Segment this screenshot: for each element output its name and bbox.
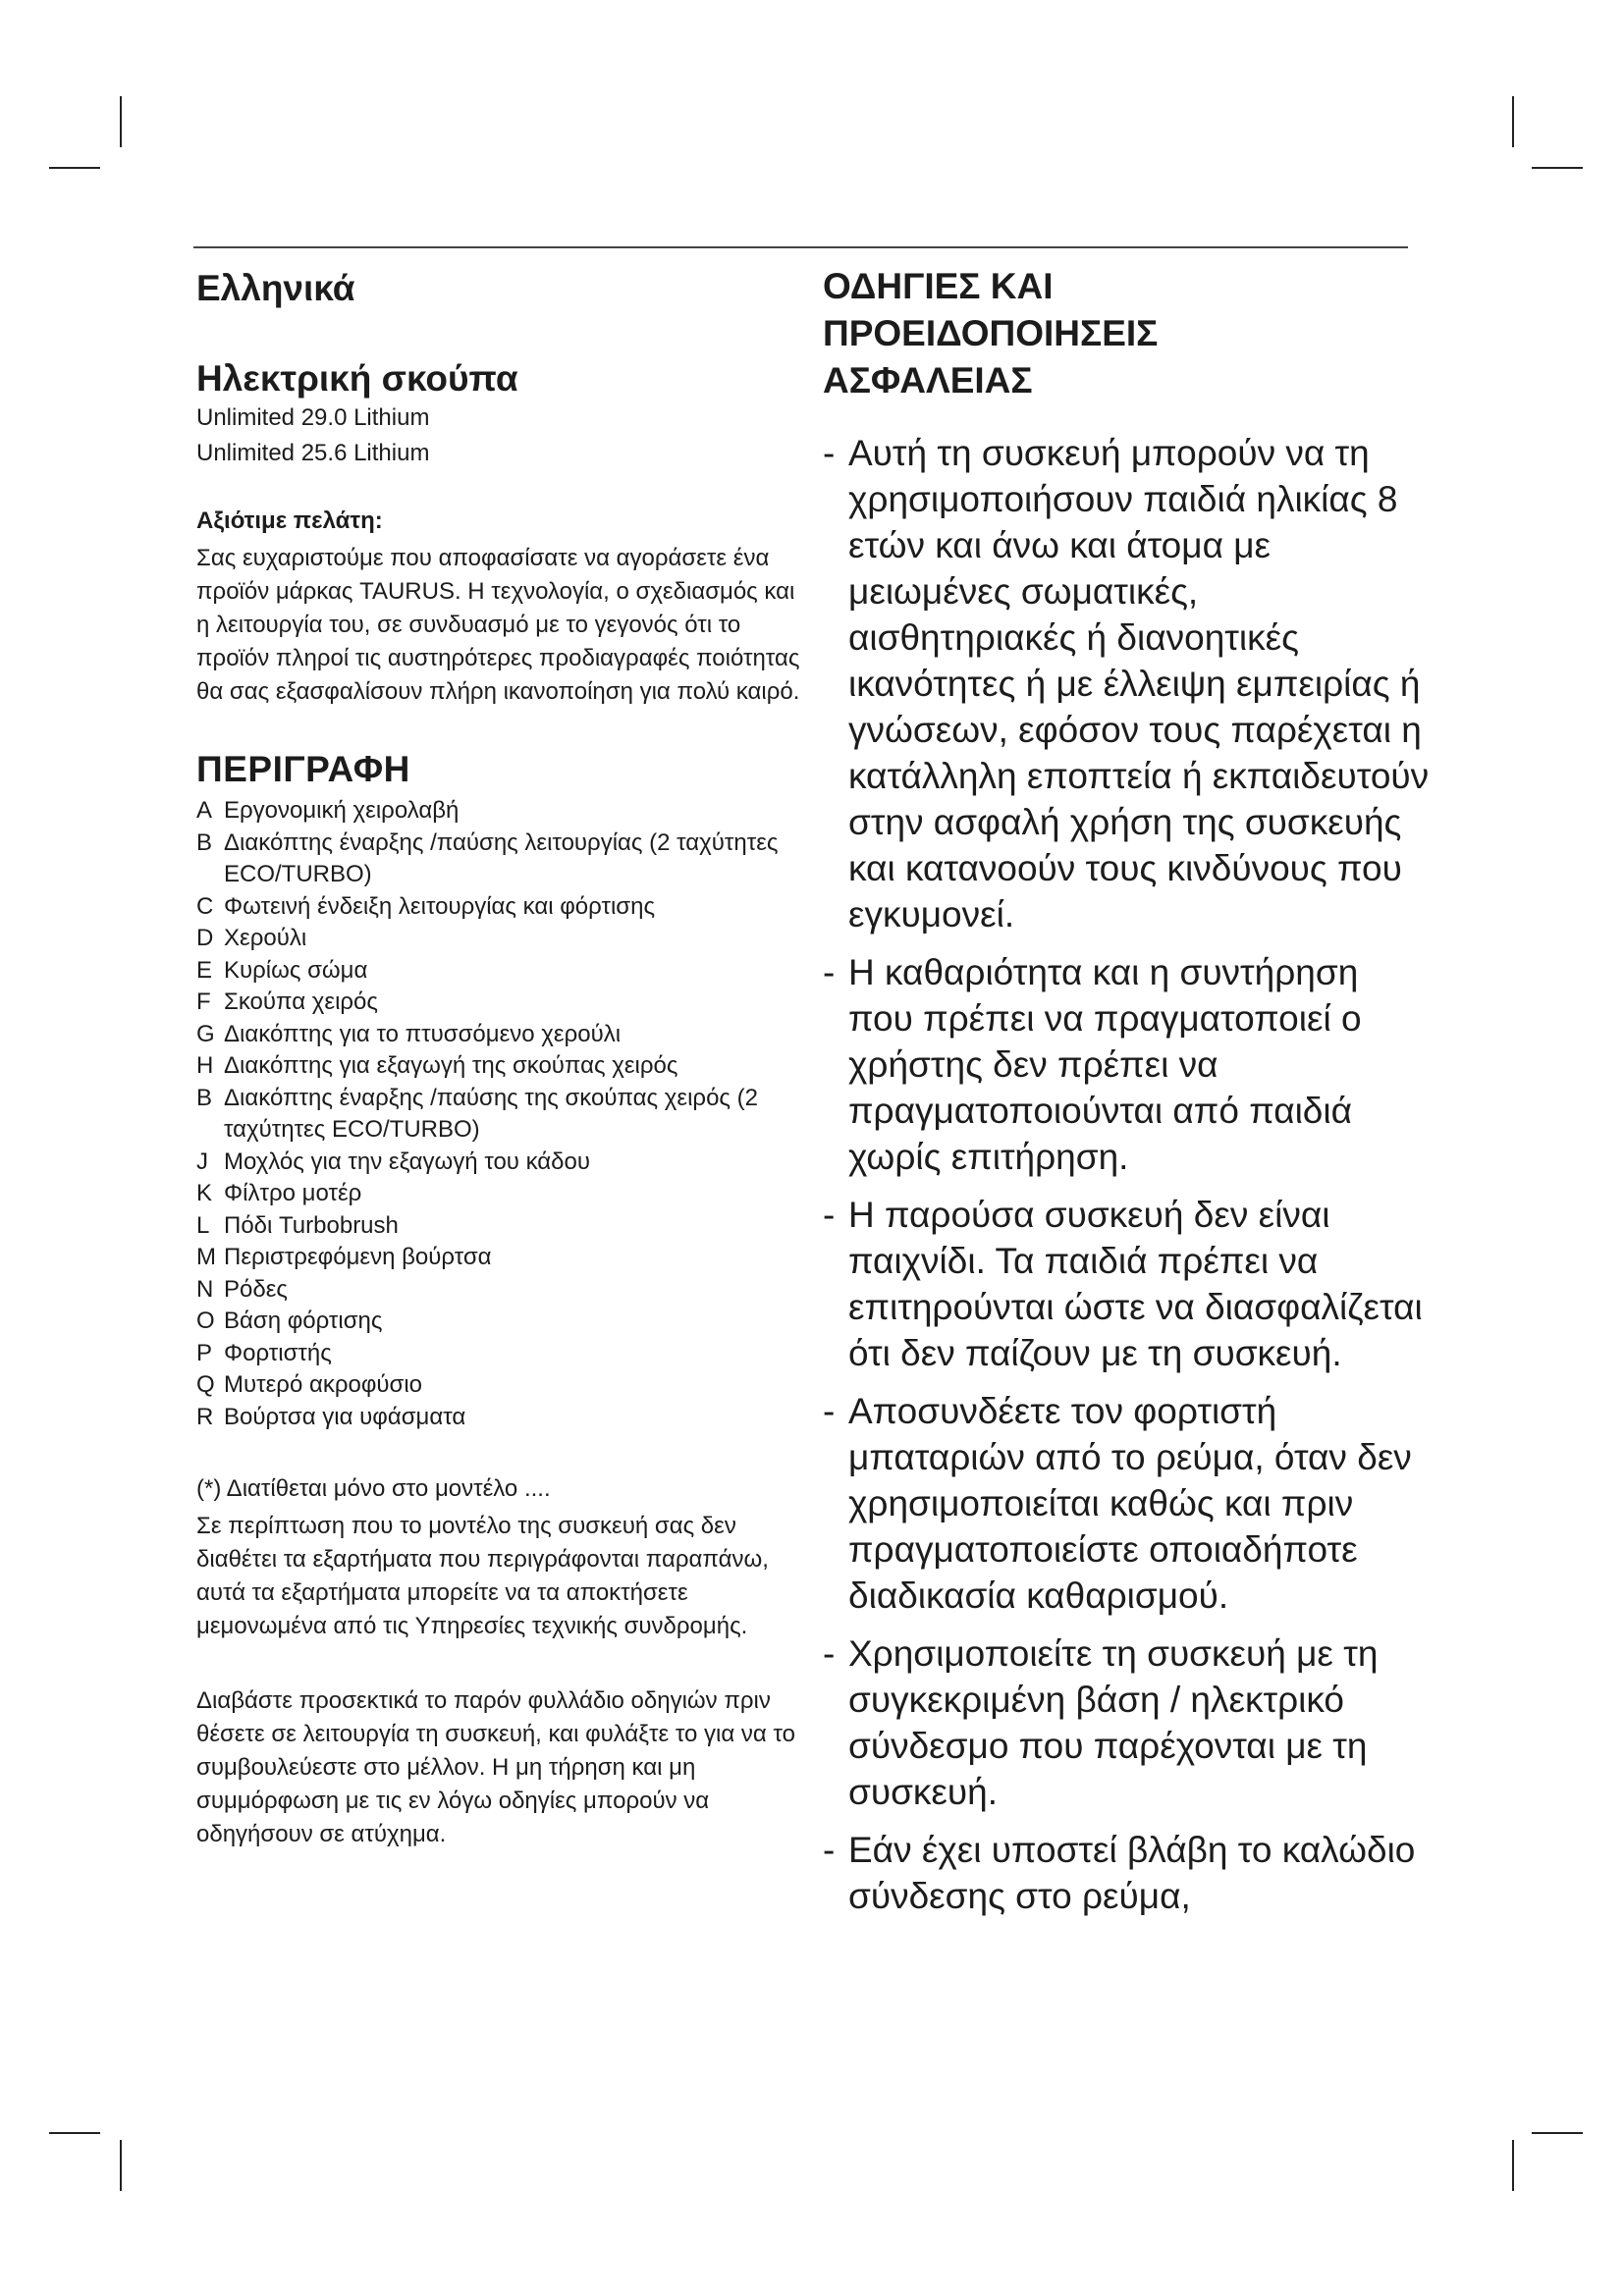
language-heading: Ελληνικά <box>196 268 355 308</box>
greeting: Αξιότιμε πελάτη: <box>196 507 383 534</box>
part-letter: M <box>196 1244 216 1270</box>
warning-item <box>823 1192 1432 1376</box>
part-text: Διακόπτης έναρξης /παύσης της σκούπας χειρός (2 ταχύτητες ECO/TURBO) <box>224 1084 758 1143</box>
warning-item <box>823 1388 1432 1619</box>
part-item <box>196 1147 805 1179</box>
part-text: Φορτιστής <box>224 1339 332 1366</box>
left-column <box>196 265 805 1851</box>
bullet-dash: - <box>823 1633 836 1674</box>
model-name: Unlimited 29.0 Lithium <box>196 404 430 431</box>
part-item <box>196 1402 805 1434</box>
part-letter: P <box>196 1339 213 1366</box>
warnings-list <box>823 430 1432 1919</box>
part-letter: F <box>196 988 211 1015</box>
part-item <box>196 1083 805 1147</box>
warning-text: Εάν έχει υποστεί βλάβη το καλώδιο σύνδεσης στο ρεύμα, <box>848 1830 1416 1916</box>
crop-mark-bottom-right-h <box>1532 2132 1583 2134</box>
warning-item <box>823 430 1432 937</box>
part-item <box>196 1338 805 1370</box>
part-item <box>196 891 805 924</box>
part-text: Σκούπα χειρός <box>224 988 378 1015</box>
right-column <box>823 263 1432 1931</box>
part-item <box>196 1210 805 1243</box>
header-rule <box>193 246 1408 248</box>
crop-mark-bottom-left-v <box>120 2140 122 2191</box>
part-letter: C <box>196 892 214 920</box>
part-item <box>196 1242 805 1274</box>
warning-item <box>823 1827 1432 1919</box>
part-letter: G <box>196 1020 215 1047</box>
part-letter: J <box>196 1148 208 1175</box>
warning-text: Χρησιμοποιείτε τη συσκευή με τη συγκεκριμένη βάση / ηλεκτρικό σύνδεσμο που παρέχονται με τη συσκευή. <box>848 1633 1379 1812</box>
part-item <box>196 923 805 955</box>
intro-paragraph: Σας ευχαριστούμε που αποφασίσατε να αγοράσετε ένα προϊόν μάρκας TAURUS. Η τεχνολογία, ο σχεδιασμός και η λειτουργία του, σε συνδυασμό με το γεγονός ότι το προϊόν πληροί τις αυστηρότερες προδιαγραφές ποιότητας θα σας εξασφαλίσουν πλήρη ικανοποίηση για πολύ καιρό. <box>196 545 800 705</box>
bullet-dash: - <box>823 1391 836 1431</box>
crop-mark-top-right-v <box>1512 96 1514 147</box>
crop-mark-bottom-right-v <box>1512 2140 1514 2191</box>
part-letter: B <box>196 828 213 856</box>
part-text: Βάση φόρτισης <box>224 1308 383 1334</box>
part-text: Εργονομική χειρολαβή <box>224 797 460 824</box>
part-letter: K <box>196 1180 213 1206</box>
part-item <box>196 1306 805 1338</box>
warning-text: Η καθαριότητα και η συντήρηση που πρέπει να πραγματοποιεί ο χρήστης δεν πρέπει να πραγματοποιούνται από παιδιά χωρίς επιτήρηση. <box>848 952 1362 1177</box>
part-text: Βούρτσα για υφάσματα <box>224 1403 466 1430</box>
part-item <box>196 828 805 891</box>
bullet-dash: - <box>823 952 836 992</box>
crop-mark-top-left-h <box>49 167 100 169</box>
description-title: ΠΕΡΙΓΡΑΦΗ <box>196 749 410 789</box>
crop-mark-bottom-left-h <box>49 2132 100 2134</box>
warning-item <box>823 949 1432 1180</box>
part-text: Περιστρεφόμενη βούρτσα <box>224 1244 492 1270</box>
safety-title: ΟΔΗΓΙΕΣ ΚΑΙ ΠΡΟΕΙΔΟΠΟΙΗΣΕΙΣ ΑΣΦΑΛΕΙΑΣ <box>823 266 1159 400</box>
part-letter: Q <box>196 1371 215 1398</box>
part-letter: D <box>196 925 214 951</box>
part-text: Φωτεινή ένδειξη λειτουργίας και φόρτισης <box>224 892 656 920</box>
part-text: Κυρίως σώμα <box>224 956 368 984</box>
part-item <box>196 1274 805 1307</box>
part-letter: E <box>196 956 213 984</box>
product-title: Ηλεκτρική σκούπα <box>196 358 518 399</box>
crop-mark-top-left-v <box>120 96 122 147</box>
part-item <box>196 1019 805 1051</box>
part-item <box>196 1050 805 1083</box>
part-letter: B <box>196 1084 213 1111</box>
part-text: Φίλτρο μοτέρ <box>224 1180 362 1206</box>
part-letter: A <box>196 797 213 824</box>
warning-text: Αυτή τη συσκευή μπορούν να τη χρησιμοποιήσουν παιδιά ηλικίας 8 ετών και άνω και άτομα με μειωμένες σωματικές, αισθητηριακές ή διανοητικές ικανότητες ή με έλλειψη εμπειρίας ή γνώσεων, εφόσον τους παρέχεται η κατάλληλη εποπτεία ή εκπαιδευτούν στην ασφαλή χρήση της συσκευής και κατανοούν τους κινδύνους που εγκυμονεί. <box>848 433 1430 934</box>
part-text: Διακόπτης έναρξης /παύσης λειτουργίας (2 ταχύτητες ECO/TURBO) <box>224 828 779 887</box>
part-letter: L <box>196 1211 210 1239</box>
bullet-dash: - <box>823 1830 836 1870</box>
accessories-paragraph: Σε περίπτωση που το μοντέλο της συσκευή σας δεν διαθέτει τα εξαρτήματα που περιγράφονται παραπάνω, αυτά τα εξαρτήματα μπορείτε να τα αποκτήσετε μεμονωμένα από τις Υπηρεσίες τεχνικής συνδρομής. <box>196 1513 769 1639</box>
part-text: Ρόδες <box>224 1275 288 1303</box>
part-item <box>196 1369 805 1402</box>
crop-mark-top-right-h <box>1532 167 1583 169</box>
warning-text: Η παρούσα συσκευή δεν είναι παιχνίδι. Τα παιδιά πρέπει να επιτηρούνται ώστε να διασφαλίζεται ότι δεν παίζουν με τη συσκευή. <box>848 1195 1423 1373</box>
part-letter: H <box>196 1052 214 1079</box>
part-text: Πόδι Turbobrush <box>224 1211 399 1239</box>
part-item <box>196 987 805 1019</box>
bullet-dash: - <box>823 1195 836 1235</box>
part-letter: O <box>196 1308 215 1334</box>
part-letter: R <box>196 1403 214 1430</box>
availability-note: (*) Διατίθεται μόνο στο μοντέλο .... <box>196 1475 551 1502</box>
read-instructions-paragraph: Διαβάστε προσεκτικά το παρόν φυλλάδιο οδηγιών πριν θέσετε σε λειτουργία τη συσκευή, και φυλάξτε το για να το συμβουλεύεστε στο μέλλον. Η μη τήρηση και μη συμμόρφωση με τις εν λόγω οδηγίες μπορούν να οδηγήσουν σε ατύχημα. <box>196 1687 795 1847</box>
part-text: Χερούλι <box>224 925 307 951</box>
part-text: Διακόπτης για το πτυσσόμενο χερούλι <box>224 1020 622 1047</box>
part-text: Διακόπτης για εξαγωγή της σκούπας χειρός <box>224 1052 678 1079</box>
part-item <box>196 955 805 988</box>
warning-item <box>823 1630 1432 1815</box>
warning-text: Αποσυνδέετε τον φορτιστή μπαταριών από το ρεύμα, όταν δεν χρησιμοποιείται καθώς και πριν πραγματοποιείστε οποιαδήποτε διαδικασία καθαρισμού. <box>848 1391 1412 1616</box>
part-item <box>196 1178 805 1210</box>
part-item <box>196 795 805 828</box>
model-name: Unlimited 25.6 Lithium <box>196 440 430 466</box>
part-text: Μοχλός για την εξαγωγή του κάδου <box>224 1148 591 1175</box>
parts-list <box>196 795 805 1433</box>
part-text: Μυτερό ακροφύσιο <box>224 1371 423 1398</box>
part-letter: N <box>196 1275 214 1303</box>
bullet-dash: - <box>823 433 836 473</box>
